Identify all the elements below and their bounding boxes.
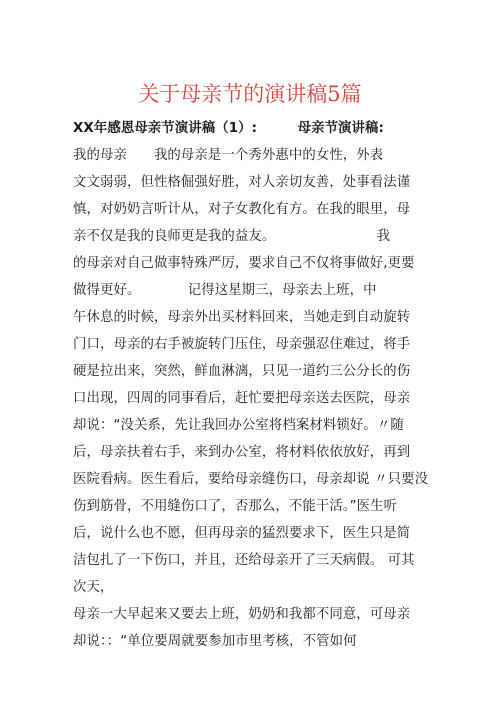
- text-line: 母亲一大早起来又要去上班，奶奶和我都不同意，可母亲: [73, 607, 411, 622]
- text-line: XX年感恩母亲节演讲稿（1）: 母亲节演讲稿:: [73, 121, 384, 136]
- text-line: 次天，: [73, 580, 114, 595]
- text-line: 亲不仅是我的良师更是我的益友。 我: [73, 229, 391, 244]
- text-line: 文文弱弱，但性格倔强好胜，对人亲切友善，处事看法谨: [73, 175, 411, 190]
- text-line: 却说：：“单位要周就要参加市里考核，不管如何: [73, 634, 357, 649]
- text-line: 我的母亲 我的母亲是一个秀外惠中的女性，外表: [73, 148, 384, 163]
- text-line: 午休息的时候，母亲外出买材料回来，当她走到自动旋转: [73, 310, 411, 325]
- text-line: 硬是拉出来，突然，鲜血淋漓，只见一道约三公分长的伤: [73, 364, 411, 379]
- text-line: 做得更好。 记得这星期三，母亲去上班，中: [73, 283, 377, 298]
- text-line: 后，说什么也不愿，但再母亲的猛烈要求下，医生只是简: [73, 526, 411, 541]
- document-title: 关于母亲节的演讲稿5篇: [138, 82, 362, 106]
- text-line: 却说：“没关系，先让我回办公室将档案材料锁好。〃随: [73, 418, 404, 433]
- text-line: 后，母亲扶着右手，来到办公室，将材料依依放好，再到: [73, 445, 411, 460]
- text-line: 门口，母亲的右手被旋转门压住，母亲强忍住难过，将手: [73, 337, 411, 352]
- text-line: 伤到筋骨，不用缝伤口了，否那么，不能干活。”医生听: [73, 499, 398, 514]
- text-line: 洁包扎了一下伤口，并且，还给母亲开了三天病假。 可其: [73, 553, 415, 568]
- text-line: 医院看病。医生看后，要给母亲缝伤口，母亲却说 〃只要没: [73, 472, 429, 487]
- text-line: 的母亲对自己做事特殊严厉，要求自己不仅将事做好,更要: [73, 256, 415, 271]
- text-line: 口出现，四周的同事看后，赶忙要把母亲送去医院，母亲: [73, 391, 411, 406]
- text-line: 慎，对奶奶言听计从，对子女教化有方。在我的眼里，母: [73, 202, 411, 217]
